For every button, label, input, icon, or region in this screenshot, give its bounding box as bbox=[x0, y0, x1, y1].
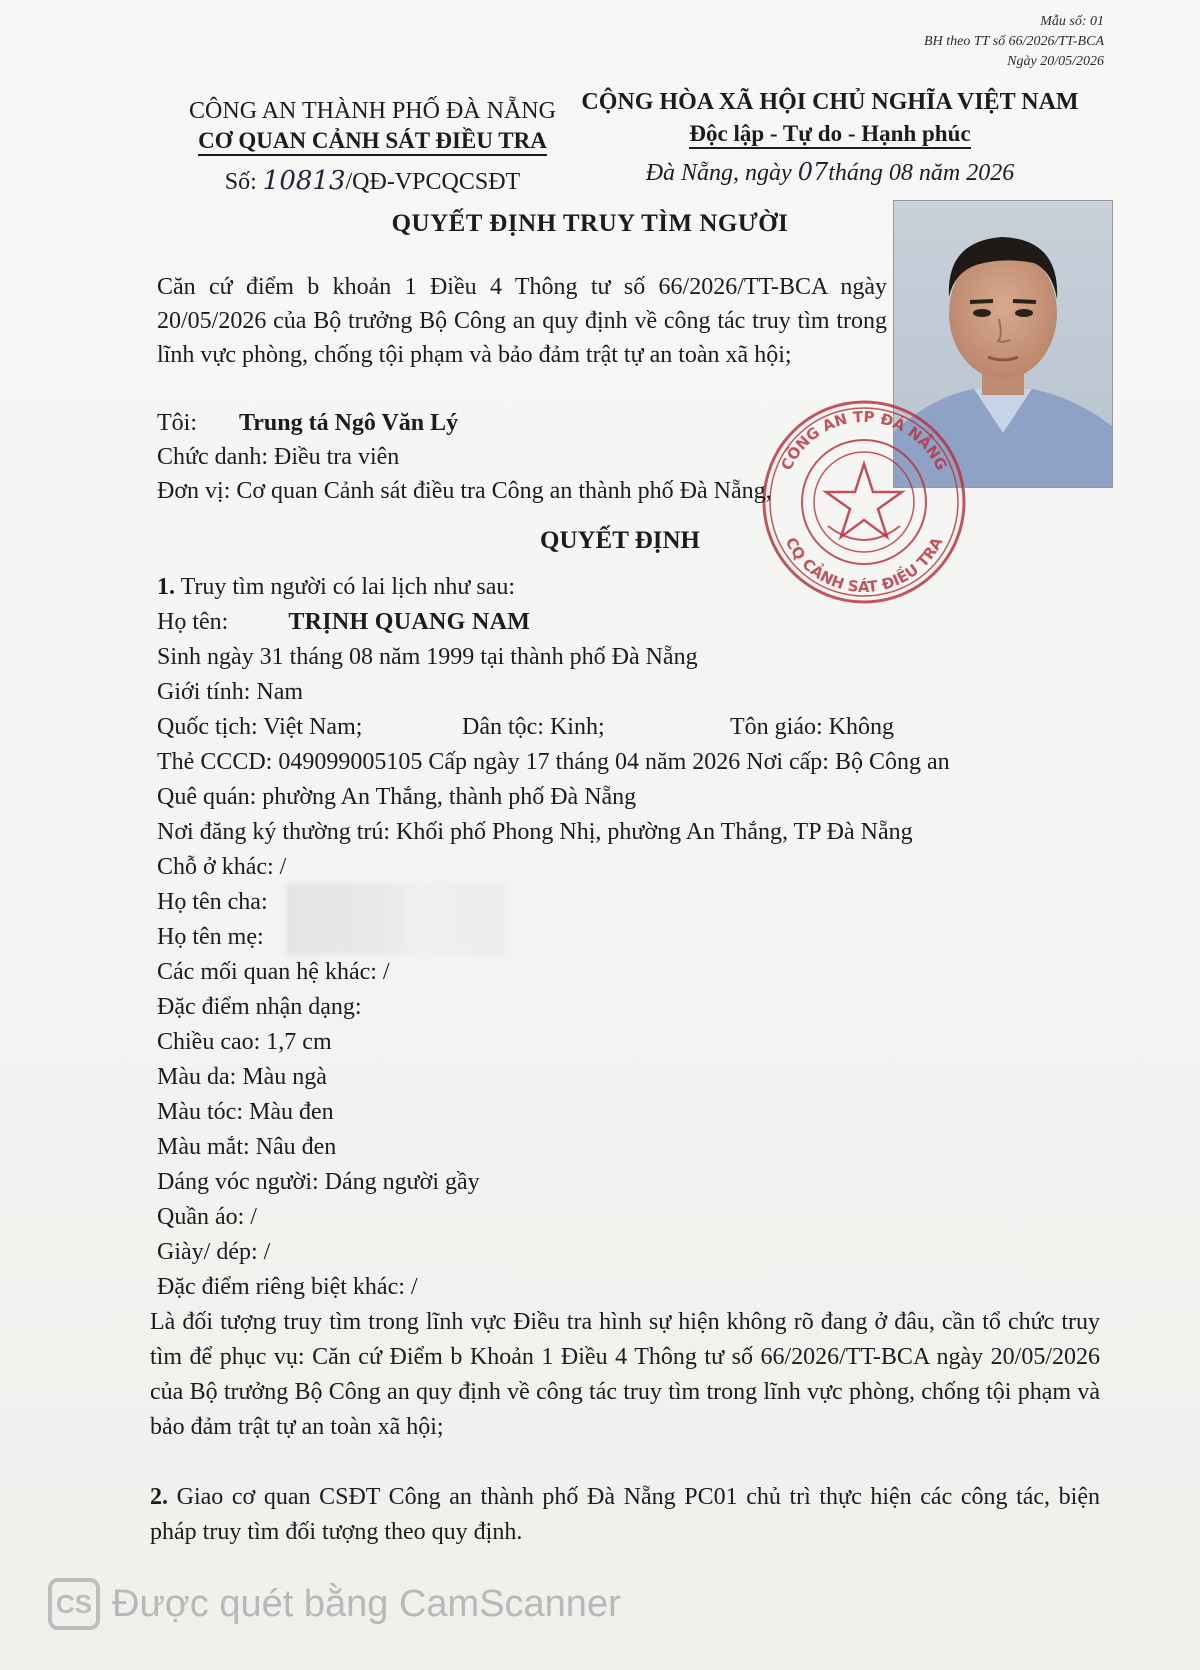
height: Chiều cao: 1,7 cm bbox=[157, 1029, 332, 1055]
form-note bbox=[924, 12, 1104, 72]
decision-heading: QUYẾT ĐỊNH bbox=[540, 527, 700, 554]
ethnicity: Dân tộc: Kinh; bbox=[462, 714, 605, 740]
gender: Giới tính: Nam bbox=[157, 679, 304, 705]
redaction-blur bbox=[286, 883, 506, 955]
watermark-text: Được quét bằng CamScanner bbox=[112, 1582, 621, 1625]
reason-paragraph: Là đối tượng truy tìm trong lĩnh vực Điều tra hình sự hiện không rõ đang ở đâu, cần tổ chức truy tìm để phục vụ: Căn cứ Điểm b Khoản 1 Điều 4 Thông tư số 66/2026/TT-BCA ngày 20/05/2026 của Bộ trưởng Bộ Công an quy định về công tác truy tìm trong lĩnh vực phòng, chống tội phạm và bảo đảm trật tự an toàn xã hội; bbox=[150, 1309, 1100, 1440]
seal-image bbox=[756, 394, 972, 610]
national-motto: Độc lập - Tự do - Hạnh phúc bbox=[570, 118, 1090, 150]
svg-text:CÔNG AN TP ĐÀ NẴNG: CÔNG AN TP ĐÀ NẴNG bbox=[777, 407, 951, 474]
other-address: Chỗ ở khác: / bbox=[157, 854, 287, 880]
hair-color: Màu tóc: Màu đen bbox=[157, 1099, 334, 1125]
eye-color: Màu mắt: Nâu đen bbox=[157, 1134, 337, 1160]
footwear: Giày/ dép: / bbox=[157, 1239, 271, 1265]
item-1-intro: 1. Truy tìm người có lai lịch như sau: bbox=[157, 574, 516, 600]
authority-name: CƠ QUAN CẢNH SÁT ĐIỀU TRA bbox=[180, 126, 565, 156]
mother-name: Họ tên mẹ: bbox=[157, 924, 264, 950]
skin-color: Màu da: Màu ngà bbox=[157, 1064, 327, 1090]
form-number: Mẫu số: 01 bbox=[1040, 14, 1104, 29]
special-features: Đặc điểm riêng biệt khác: / bbox=[157, 1274, 418, 1300]
suspect-name: TRỊNH QUANG NAM bbox=[288, 609, 531, 635]
nationality: Quốc tịch: Việt Nam; bbox=[157, 714, 363, 740]
religion: Tôn giáo: Không bbox=[730, 714, 894, 740]
handwritten-number: 10813 bbox=[262, 166, 346, 196]
place-date: Đà Nẵng, ngày 07tháng 08 năm 2026 bbox=[645, 158, 1015, 186]
hometown: Quê quán: phường An Thắng, thành phố Đà Nẵng bbox=[157, 784, 637, 810]
document-title: QUYẾT ĐỊNH TRUY TÌM NGƯỜI bbox=[391, 210, 789, 237]
father-name: Họ tên cha: bbox=[157, 889, 268, 915]
residence: Nơi đăng ký thường trú: Khối phố Phong Nhị, phường An Thắng, TP Đà Nẵng bbox=[157, 819, 913, 845]
officer-name: Trung tá Ngô Văn Lý bbox=[239, 410, 459, 436]
nation-name: CỘNG HÒA XÃ HỘI CHỦ NGHĨA VIỆT NAM bbox=[581, 89, 1079, 115]
officer-label: Tôi: bbox=[157, 410, 197, 436]
issuing-authority bbox=[180, 96, 565, 197]
national-heading bbox=[570, 86, 1090, 189]
authority-parent: CÔNG AN THÀNH PHỐ ĐÀ NẴNG bbox=[189, 98, 556, 124]
document-number: Số: 10813/QĐ-VPCQCSĐT bbox=[224, 166, 521, 196]
camscanner-watermark bbox=[48, 1578, 621, 1630]
suspect-name-line: Họ tên: TRỊNH QUANG NAM bbox=[157, 609, 531, 635]
id-card: Thẻ CCCD: 049099005105 Cấp ngày 17 tháng 04 năm 2026 Nơi cấp: Bộ Công an bbox=[157, 749, 950, 775]
legal-basis-paragraph: Căn cứ điểm b khoản 1 Điều 4 Thông tư số 66/2026/TT-BCA ngày 20/05/2026 của Bộ trưởng Bộ Công an quy định về công tác truy tìm trong lĩnh vực phòng, chống tội phạm và bảo đảm trật tự an toàn xã hội; bbox=[157, 274, 887, 368]
handwritten-day: 07 bbox=[797, 158, 829, 186]
form-regulation: BH theo TT số 66/2026/TT-BCA bbox=[924, 34, 1104, 49]
svg-text:CQ CẢNH SÁT ĐIỀU TRA: CQ CẢNH SÁT ĐIỀU TRA bbox=[781, 534, 947, 597]
item-2-paragraph: 2. Giao cơ quan CSĐT Công an thành phố Đà Nẵng PC01 chủ trì thực hiện các công tác, biện pháp truy tìm đối tượng theo quy định. bbox=[150, 1484, 1100, 1545]
other-relations: Các mối quan hệ khác: / bbox=[157, 959, 390, 985]
official-seal bbox=[756, 394, 972, 610]
form-date: Ngày 20/05/2026 bbox=[1007, 54, 1104, 69]
clothing: Quần áo: / bbox=[157, 1204, 257, 1230]
officer-line bbox=[157, 406, 458, 440]
identification-features: Đặc điểm nhận dạng: bbox=[157, 994, 362, 1020]
body-build: Dáng vóc người: Dáng người gầy bbox=[157, 1169, 480, 1195]
camscanner-logo-icon: CS bbox=[48, 1578, 100, 1630]
officer-unit: Đơn vị: Cơ quan Cảnh sát điều tra Công an thành phố Đà Nẵng, bbox=[157, 478, 772, 504]
officer-position: Chức danh: Điều tra viên bbox=[157, 444, 400, 470]
birth-info: Sinh ngày 31 tháng 08 năm 1999 tại thành phố Đà Nẵng bbox=[157, 644, 698, 670]
